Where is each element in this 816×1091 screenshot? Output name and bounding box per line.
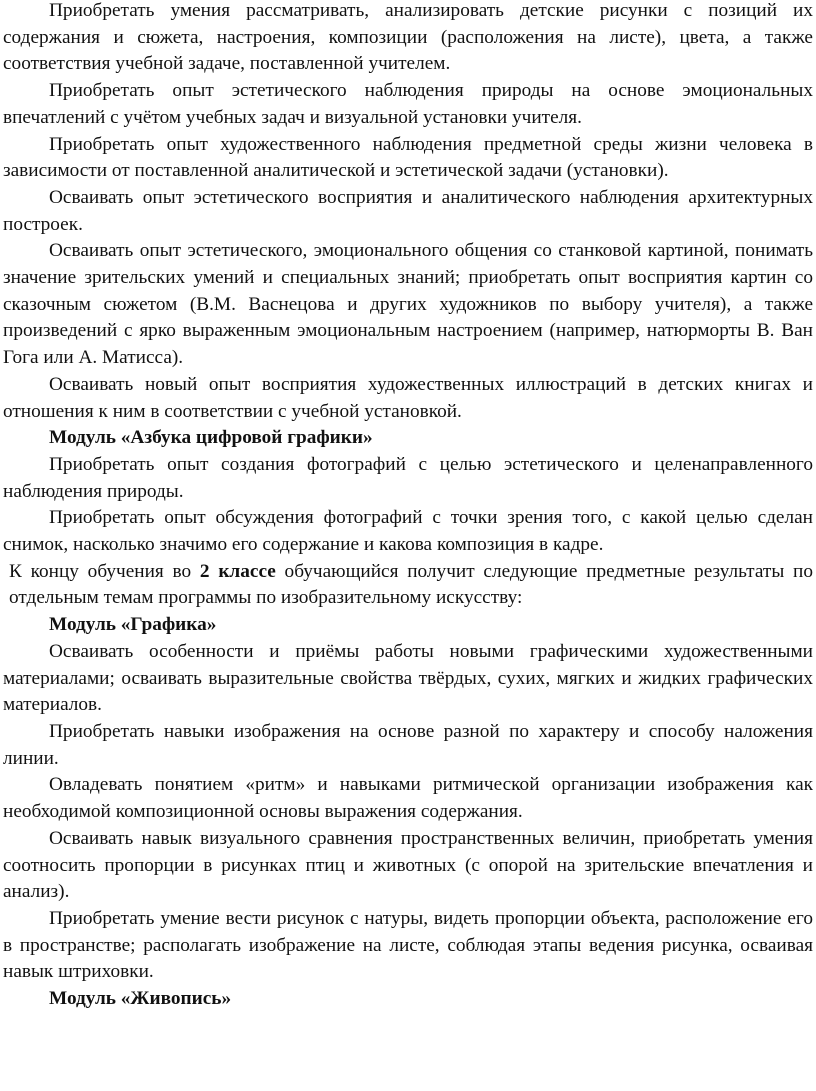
heading-painting-module: Модуль «Живопись» (49, 988, 232, 1010)
paragraph-photo-discussion: Приобретать опыт обсуждения фотографий с точки зрения того, с какой целью сделан снимок, насколько значимо его содержание и какова композиция в кадре. (3, 507, 813, 556)
heading-graphics-module: Модуль «Графика» (49, 614, 217, 636)
paragraph-rhythm: Овладевать понятием «ритм» и навыками ритмической организации изображения как необходимой композиционной основы выражения содержания. (3, 774, 813, 823)
paragraph-graphic-materials: Осваивать особенности и приёмы работы новыми графическими художественными материалами; осваивать выразительные свойства твёрдых, сухих, мягких и жидких графических материалов. (3, 640, 813, 716)
paragraph-subject-environment: Приобретать опыт художественного наблюдения предметной среды жизни человека в зависимости от поставленной аналитической и эстетической задачи (установки). (3, 133, 813, 182)
paragraph-illustrations: Осваивать новый опыт восприятия художественных иллюстраций в детских книгах и отношения к ним в соответствии с учебной установкой. (3, 373, 813, 422)
paragraph-easel-painting: Осваивать опыт эстетического, эмоционального общения со станковой картиной, понимать значение зрительских умений и специальных знаний; приобретать опыт восприятия картин со сказочным сюжетом (В.М. Васнецова и других художников по выбору учителя), а также произведений с ярко выраженным эмоциональным настроением (например, натюрморты В. Ван Гога или А. Матисса). (3, 240, 813, 369)
outcome-grade: 2 классе (199, 560, 276, 582)
paragraph-children-drawings: Приобретать умения рассматривать, анализировать детские рисунки с позиций их содержания и сюжета, настроения, композиции (расположения на листе), цвета, а также соответствия учебной задаче, поставленной учителем. (3, 0, 813, 75)
paragraph-nature-observation: Приобретать опыт эстетического наблюдения природы на основе эмоциональных впечатлений с учётом учебных задач и визуальной установки учителя. (3, 80, 813, 128)
paragraph-proportions: Осваивать навык визуального сравнения пространственных величин, приобретать умения соотносить пропорции в рисунках птиц и животных (с опорой на зрительские впечатления и анализ). (3, 827, 813, 903)
paragraph-architecture: Осваивать опыт эстетического восприятия и аналитического наблюдения архитектурных построек. (3, 186, 813, 235)
paragraph-line-drawing: Приобретать навыки изображения на основе разной по характеру и способу наложения линии. (3, 720, 813, 769)
paragraph-grade-outcomes (3, 559, 813, 612)
outcome-rest: обучающийся получит следующие предметные результаты по отдельным темам программы по изобразительному искусству: (9, 560, 813, 609)
paragraph-drawing-from-life: Приобретать умение вести рисунок с натуры, видеть пропорции объекта, расположение его в пространстве; располагать изображение на листе, соблюдая этапы ведения рисунка, осваивая навык штриховки. (3, 907, 813, 983)
paragraph-photo-creation: Приобретать опыт создания фотографий с целью эстетического и целенаправленного наблюдения природы. (3, 453, 813, 502)
outcome-intro: К концу обучения во (9, 560, 200, 582)
heading-digital-graphics-module: Модуль «Азбука цифровой графики» (49, 427, 373, 449)
